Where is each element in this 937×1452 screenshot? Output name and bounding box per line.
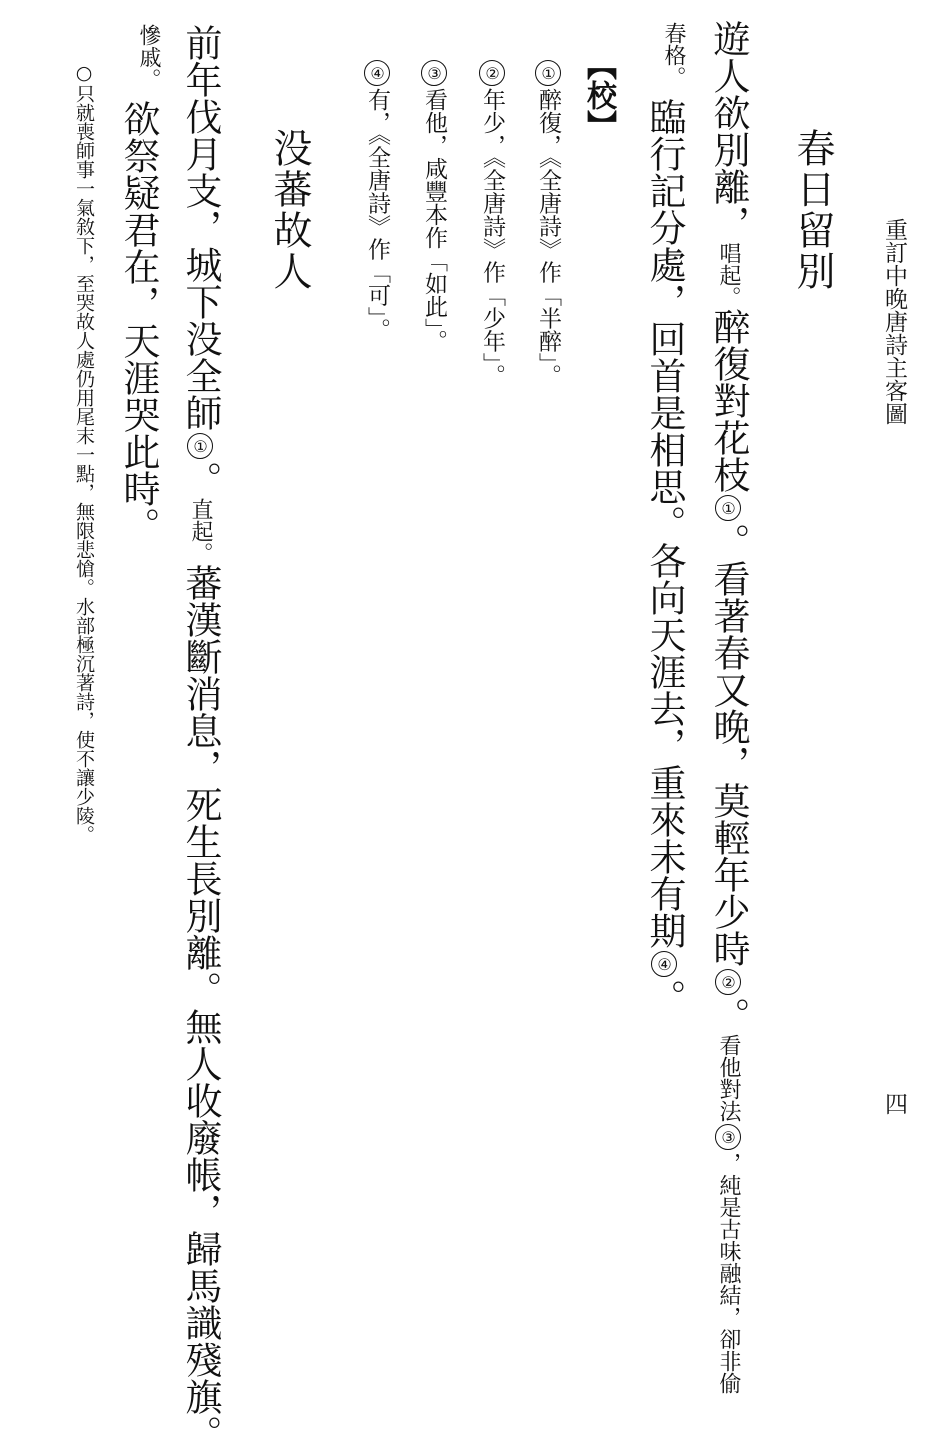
poem1-column-1	[707, 20, 750, 1394]
poem2-column-1	[179, 24, 222, 1452]
page-number: 四	[881, 1092, 907, 1115]
poem2-verse-2: 欲祭疑君在，天涯哭此時。	[117, 100, 160, 544]
poem2-annotation-1: 直起。	[188, 498, 213, 564]
collation-note-1	[535, 58, 561, 387]
poem1-verse-2: 臨行記分處，回首是相思。各向天涯去，重來未有期	[643, 98, 686, 949]
collation-note-4-text: 有，《全唐詩》作「可」。	[364, 88, 390, 341]
poem1-verse-2-end: 。	[643, 979, 686, 1016]
poem2-verse-1c: 蕃漢斷消息，死生長別離。無人收廢帳，歸馬識殘旗。	[179, 564, 222, 1452]
running-header-title: 重訂中晚唐詩主客圖	[881, 218, 907, 425]
poem-title-lost-friend: 没蕃故人	[267, 128, 312, 292]
poem2-commentary: ○只就喪師事一氣敘下，至哭故人處仍用尾末一點，無限悲愴。水部極沉著詩，使不讓少陵。	[73, 62, 95, 844]
poem1-column-2	[643, 98, 686, 1016]
poem-title-spring-farewell: 春日留別	[790, 128, 835, 292]
collation-note-2	[479, 58, 505, 387]
footnote-marker-1b: ①	[187, 433, 213, 459]
poem2-annotation-2: 慘戚。	[136, 24, 161, 90]
collation-note-4	[364, 58, 390, 341]
poem1-commentary-1b: ，純是古味融結，卻非偷	[716, 1152, 741, 1394]
poem1-commentary-1: 看他對法	[716, 1034, 741, 1122]
collation-note-3	[421, 58, 447, 353]
collation-note-1-number: ①	[535, 60, 561, 86]
collation-heading: 【校】	[581, 50, 616, 140]
poem1-verse-1c: 。看著春又晚，莫輕年少時	[707, 523, 750, 967]
poem1-commentary-2: 春格。	[661, 22, 686, 88]
collation-note-2-text: 年少，《全唐詩》作「少年」。	[479, 88, 505, 387]
footnote-marker-2: ②	[715, 969, 741, 995]
poem1-verse-1b: 醉復對花枝	[707, 308, 750, 493]
collation-note-4-number: ④	[364, 60, 390, 86]
collation-note-3-number: ③	[421, 60, 447, 86]
footnote-marker-4: ④	[651, 951, 677, 977]
poem2-verse-1: 前年伐月支，城下没全師	[179, 24, 222, 431]
poem2-verse-1b: 。	[179, 461, 222, 498]
collation-note-1-text: 醉復，《全唐詩》作「半醉」。	[535, 88, 561, 387]
collation-note-3-text: 看他，咸豐本作「如此」。	[421, 88, 447, 353]
collation-note-2-number: ②	[479, 60, 505, 86]
poem1-annotation-1: 唱起。	[716, 242, 741, 308]
footnote-marker-1: ①	[715, 495, 741, 521]
poem1-verse-1d: 。	[707, 997, 750, 1034]
poem1-verse-1: 遊人欲別離，	[707, 20, 750, 242]
poem2-column-2	[117, 100, 160, 544]
footnote-marker-3: ③	[715, 1124, 741, 1150]
